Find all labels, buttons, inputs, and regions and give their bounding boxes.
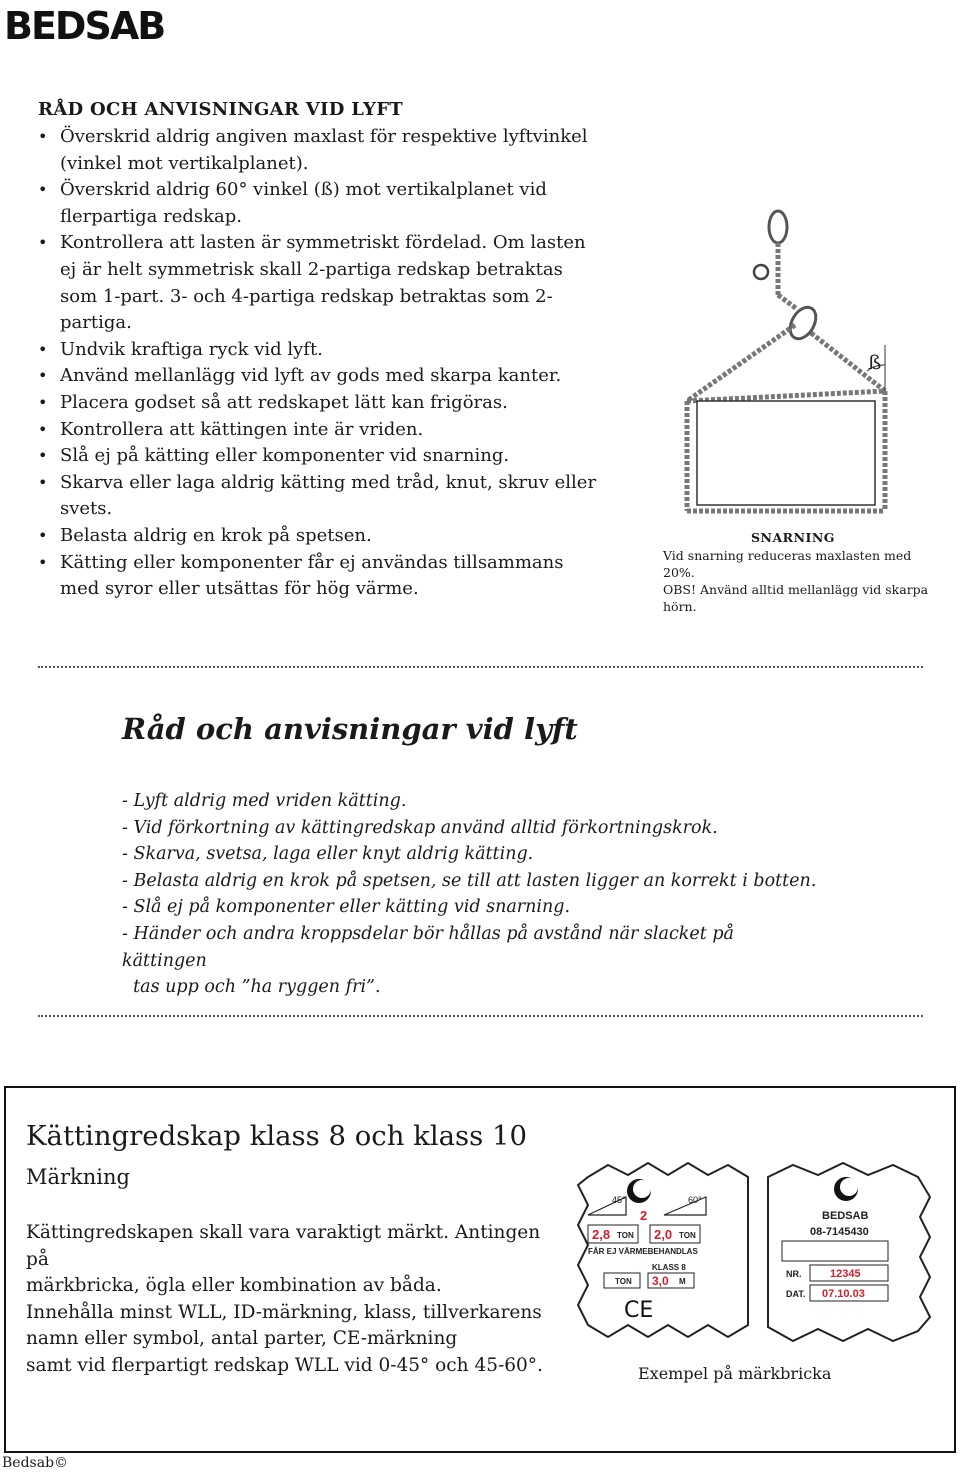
badge-caption: Exempel på märkbricka <box>638 1364 832 1383</box>
list-item: - Vid förkortning av kättingredskap använd alltid förkortningskrok. <box>122 817 718 838</box>
list-item: • Skarva eller laga aldrig kätting med tråd, knut, skruv eller svets. <box>38 470 598 523</box>
dotted-divider <box>38 1015 923 1019</box>
badge-phone: 08-7145430 <box>810 1226 869 1238</box>
list-item: • Belasta aldrig en krok på spetsen. <box>38 523 598 550</box>
list-item: - Slå ej på komponenter eller kätting vid snarning. <box>122 897 571 918</box>
list-item: • Kontrollera att lasten är symmetriskt fördelad. Om lasten ej är helt symmetrisk skall 2-partiga redskap betraktas som 1-part. 3- och 4-partiga redskap betraktas som 2-partiga. <box>38 230 598 336</box>
list-item: - Lyft aldrig med vriden kätting. <box>122 791 407 811</box>
svg-text:TON: TON <box>679 1231 696 1240</box>
svg-text:2,0: 2,0 <box>654 1227 673 1242</box>
section3-text: Kättingredskapen skall vara varaktigt märkt. Antingen på märkbricka, ögla eller kombination av båda. Innehålla minst WLL, ID-märkning, klass, tillverkarens namn eller symbol, antal parter, CE-märkning samt vid flerpartigt redskap WLL vid 0-45° och 45-60°. <box>26 1222 543 1376</box>
section1-title: RÅD OCH ANVISNINGAR VID LYFT <box>38 99 403 120</box>
section3-title: Kättingredskap klass 8 och klass 10 <box>26 1120 527 1152</box>
list-item: • Överskrid aldrig 60° vinkel (ß) mot vertikalplanet vid flerpartiga redskap. <box>38 177 598 230</box>
badge-date: 07.10.03 <box>822 1288 865 1300</box>
badge-nr: 12345 <box>830 1268 861 1280</box>
dotted-divider <box>38 666 923 670</box>
list-item: - Händer och andra kroppsdelar bör hållas på avstånd när slacket på kättingen <box>122 923 734 971</box>
list-item: - Belasta aldrig en krok på spetsen, se till att lasten ligger an korrekt i botten. <box>122 870 817 891</box>
list-item: tas upp och ”ha ryggen fri”. <box>122 977 381 998</box>
svg-text:KLASS 8: KLASS 8 <box>652 1263 686 1272</box>
list-item: • Undvik kraftiga ryck vid lyft. <box>38 337 598 364</box>
svg-text:60°: 60° <box>688 1195 702 1205</box>
list-item: • Kontrollera att kättingen inte är vriden. <box>38 417 598 444</box>
list-item: • Överskrid aldrig angiven maxlast för respektive lyftvinkel (vinkel mot vertikalplanet). <box>38 124 598 177</box>
svg-text:3,0: 3,0 <box>652 1274 669 1288</box>
svg-text:TON: TON <box>617 1231 634 1240</box>
list-item: - Skarva, svetsa, laga eller knyt aldrig kätting. <box>122 844 534 865</box>
list-item: • Använd mellanlägg vid lyft av gods med skarpa kanter. <box>38 363 598 390</box>
ce-mark: CE <box>624 1298 654 1323</box>
svg-text:45°: 45° <box>612 1195 626 1205</box>
master-link <box>769 211 787 243</box>
svg-text:M: M <box>679 1277 686 1286</box>
marking-tag <box>548 1155 960 1345</box>
snarning-text: Vid snarning reduceras maxlasten med 20%. OBS! Använd alltid mellanlägg vid skarpa hörn. <box>663 548 929 614</box>
section2-list <box>122 788 822 1001</box>
list-item: • Slå ej på kätting eller komponenter vid snarning. <box>38 443 598 470</box>
load-box <box>697 401 875 505</box>
chain-sling-diagram <box>655 205 900 525</box>
list-item: • Placera godset så att redskapet lätt kan frigöras. <box>38 390 598 417</box>
list-item: • Kätting eller komponenter får ej användas tillsammans med syror eller utsättas för hög värme. <box>38 550 598 603</box>
angle-label: ß <box>868 350 882 374</box>
section1-list <box>38 124 598 603</box>
badge-company: BEDSAB <box>822 1210 869 1222</box>
svg-text:2,8: 2,8 <box>592 1227 611 1242</box>
svg-text:TON: TON <box>615 1277 632 1286</box>
bedsab-logo: BEDSAB <box>4 4 165 48</box>
legs-value: 2 <box>640 1208 648 1223</box>
warning-text: FÅR EJ VÄRMEBEHANDLAS <box>588 1247 698 1256</box>
footer-copyright: Bedsab© <box>2 1455 69 1471</box>
snarning-title: SNARNING <box>751 530 835 545</box>
coupling-link <box>754 265 768 279</box>
section3-subtitle: Märkning <box>26 1165 130 1189</box>
svg-text:DAT.: DAT. <box>786 1289 806 1299</box>
svg-text:NR.: NR. <box>786 1269 802 1279</box>
section2-title: Råd och anvisningar vid lyft <box>122 712 578 746</box>
